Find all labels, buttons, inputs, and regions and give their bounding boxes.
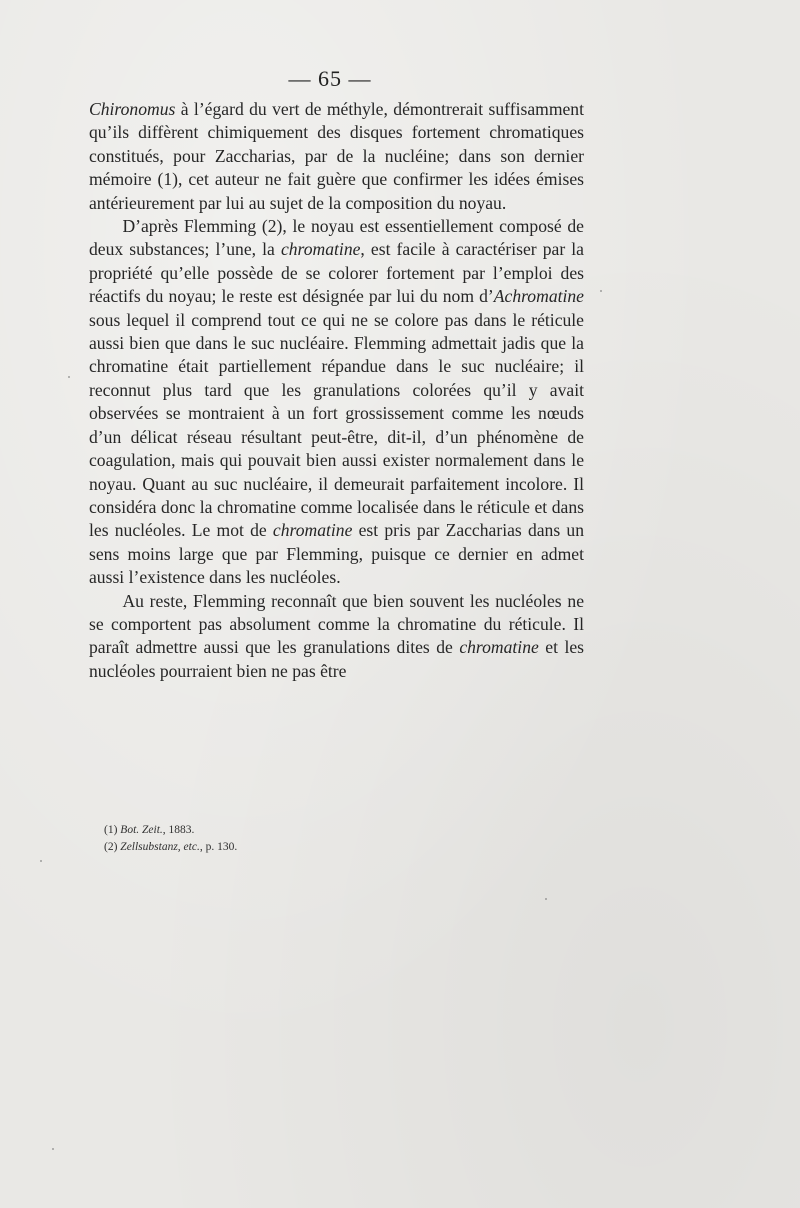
italic-term: chromatine — [280, 239, 361, 260]
italic-term: chromatine — [272, 520, 353, 541]
footnotes — [104, 822, 524, 856]
text-run: Au reste, Flemming reconnaît que bien souvent les nucléoles ne se comportent pas absolument comme la chromatine du réticule. Il paraît admettre aussi que les granulations dites de — [89, 590, 584, 658]
italic-term: Zellsubstanz, etc. — [120, 841, 200, 853]
page-number: — 65 — — [288, 66, 372, 91]
text-run: est pris par Zaccharias dans un sens moins large que par Flemming, puisque ce dernier en admet aussi l’existence dans les nucléoles. — [89, 520, 584, 588]
paper-speck — [40, 860, 42, 862]
text-run: D’après Flemming (2), le noyau est essentiellement composé de deux substances; l’une, la — [89, 216, 584, 260]
footnote — [104, 822, 524, 839]
paper-speck — [600, 290, 602, 292]
italic-term: chromatine — [459, 637, 539, 658]
text-run: , p. 130. — [199, 841, 238, 853]
paragraph — [89, 215, 584, 590]
italic-term: Bot. Zeit. — [120, 824, 163, 836]
footnote-marker: (2) — [104, 841, 121, 853]
paragraph — [89, 590, 584, 684]
italic-term: Chironomus — [89, 99, 176, 119]
text-run: à l’égard du vert de méthyle, démontrerait suffisamment qu’ils diffèrent chimiquement des disques fortement chromatiques constitués, pour Zaccharias, par de la nucléine; dans son dernier mémoire (1), cet auteur ne fait guère que confirmer les idées émises antérieurement par lui au sujet de la composition du noyau. — [89, 99, 584, 213]
footnote-marker: (1) — [104, 824, 121, 836]
text-run: et les nucléoles pourraient bien ne pas être — [89, 637, 584, 681]
paragraph — [89, 98, 584, 215]
footnote — [104, 839, 524, 856]
body-text — [89, 98, 584, 683]
text-run: sous lequel il comprend tout ce qui ne se colore pas dans le réticule aussi bien que dans le suc nucléaire. Flemming admettait jadis que la chromatine était partiellement répandue dans le suc nucléaire; il reconnut plus tard que les granulations colorées qu’il y avait observées se montraient à un fort grossissement comme les nœuds d’un délicat réseau résultant peut-être, dit-il, d’un phénomène de coagulation, mais qui pouvait bien aussi exister normalement dans le noyau. Quant au suc nucléaire, il demeurait parfaitement incolore. Il considéra donc la chromatine comme localisée dans le réticule et dans les nucléoles. Le mot de — [89, 309, 584, 541]
paper-speck — [545, 898, 547, 900]
italic-term: Achromatine — [493, 286, 584, 307]
text-run: , 1883. — [162, 824, 195, 836]
paper-speck — [52, 1148, 54, 1150]
paper-speck — [68, 376, 70, 378]
text-run: , est facile à caractériser par la propriété qu’elle possède de se colorer fortement par l’emploi des réactifs du noyau; le reste est désignée par lui du nom d’ — [89, 239, 584, 307]
